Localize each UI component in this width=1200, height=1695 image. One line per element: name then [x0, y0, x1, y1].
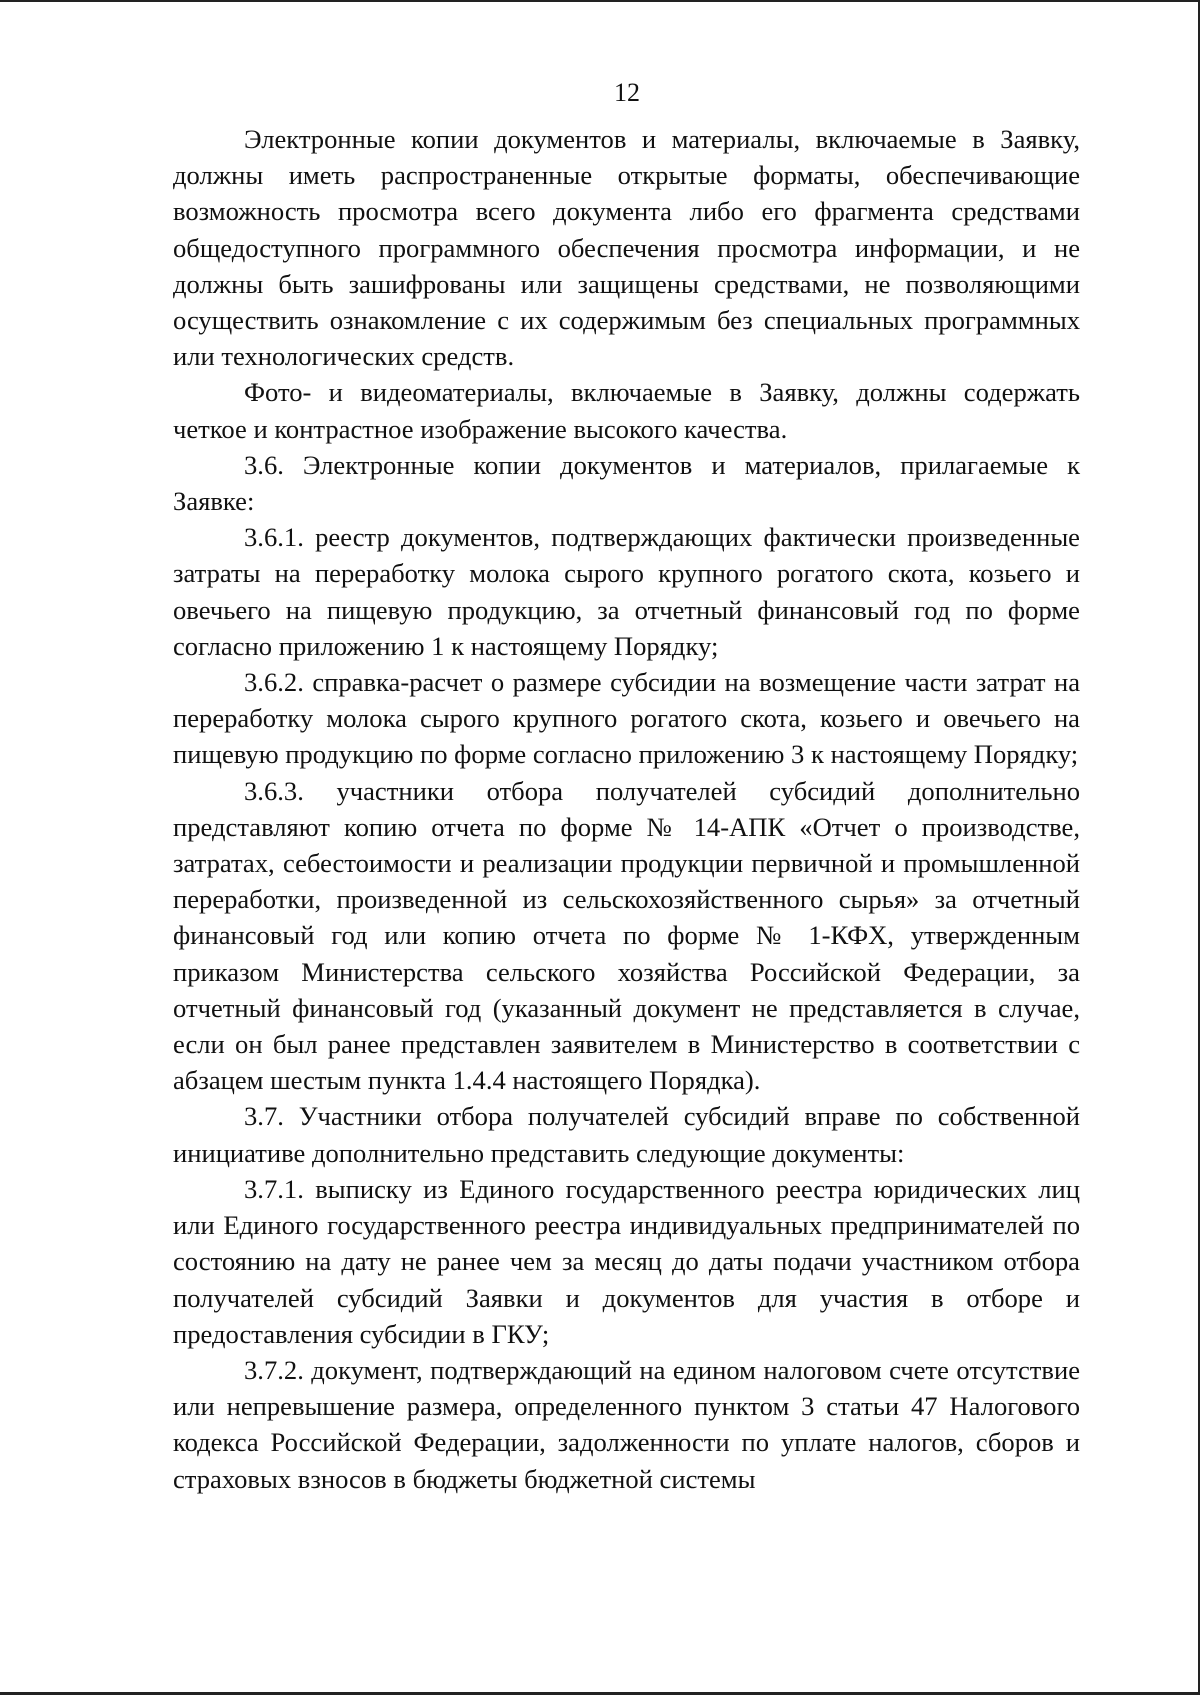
paragraph-3-6-1: 3.6.1. реестр документов, подтверждающих фактически произведенные затраты на переработку молока сырого крупного рогатого скота, козьего и овечьего на пищевую продукцию, за отчетный финансовый год по форме согласно приложению 1 к настоящему Порядку; [173, 522, 1080, 661]
page-number: 12 [614, 78, 640, 107]
paragraph-3-7-2: 3.7.2. документ, подтверждающий на едином налоговом счете отсутствие или непревышение размера, определенного пунктом 3 статьи 47 Налогового кодекса Российской Федерации, задолженности по уплате налогов, сборов и страховых взносов в бюджеты бюджетной системы [173, 1354, 1080, 1494]
paragraph-photo-video: Фото- и видеоматериалы, включаемые в Заявку, должны содержать четкое и контрастное изображение высокого качества. [173, 377, 1080, 444]
paragraph-electronic-copies-formats: Электронные копии документов и материалы, включаемые в Заявку, должны иметь распространенные открытые форматы, обеспечивающие возможность просмотра всего документа либо его фрагмента средствами общедоступного программного обеспечения просмотра информации, и не должны быть зашифрованы или защищены средствами, не позволяющими осуществить ознакомление с их содержимым без специальных программных или технологических средств. [173, 124, 1080, 372]
paragraph-3-6: 3.6. Электронные копии документов и материалов, прилагаемые к Заявке: [173, 449, 1080, 517]
paragraph-3-6-3: 3.6.3. участники отбора получателей субсидий дополнительно представляют копию отчета по форме № 14-АПК «Отчет о производстве, затратах, себестоимости и реализации продукции первичной и промышленной переработки, произведенной из сельскохозяйственного сырья» за отчетный финансовый год или копию отчета по форме № 1-КФХ, утвержденным приказом Министерства сельского хозяйства Российской Федерации, за отчетный финансовый год (указанный документ не представляется в случае, если он был ранее представлен заявителем в Министерство в соответствии с абзацем шестым пункта 1.4.4 настоящего Порядка). [173, 775, 1080, 1096]
document-body [173, 121, 1080, 1497]
paragraph-3-7: 3.7. Участники отбора получателей субсидий вправе по собственной инициативе дополнительно представить следующие документы: [173, 1101, 1080, 1168]
scan-border-top [0, 0, 1200, 2]
paragraph-3-6-2: 3.6.2. справка-расчет о размере субсидии на возмещение части затрат на переработку молока сырого крупного рогатого скота, козьего и овечьего на пищевую продукцию по форме согласно приложению 3 к настоящему Порядку; [173, 667, 1080, 770]
paragraph-3-7-1: 3.7.1. выписку из Единого государственного реестра юридических лиц или Единого государственного реестра индивидуальных предпринимателей по состоянию на дату не ранее чем за месяц до даты подачи участником отбора получателей субсидий Заявки и документов для участия в отборе и предоставления субсидии в ГКУ; [173, 1173, 1080, 1349]
